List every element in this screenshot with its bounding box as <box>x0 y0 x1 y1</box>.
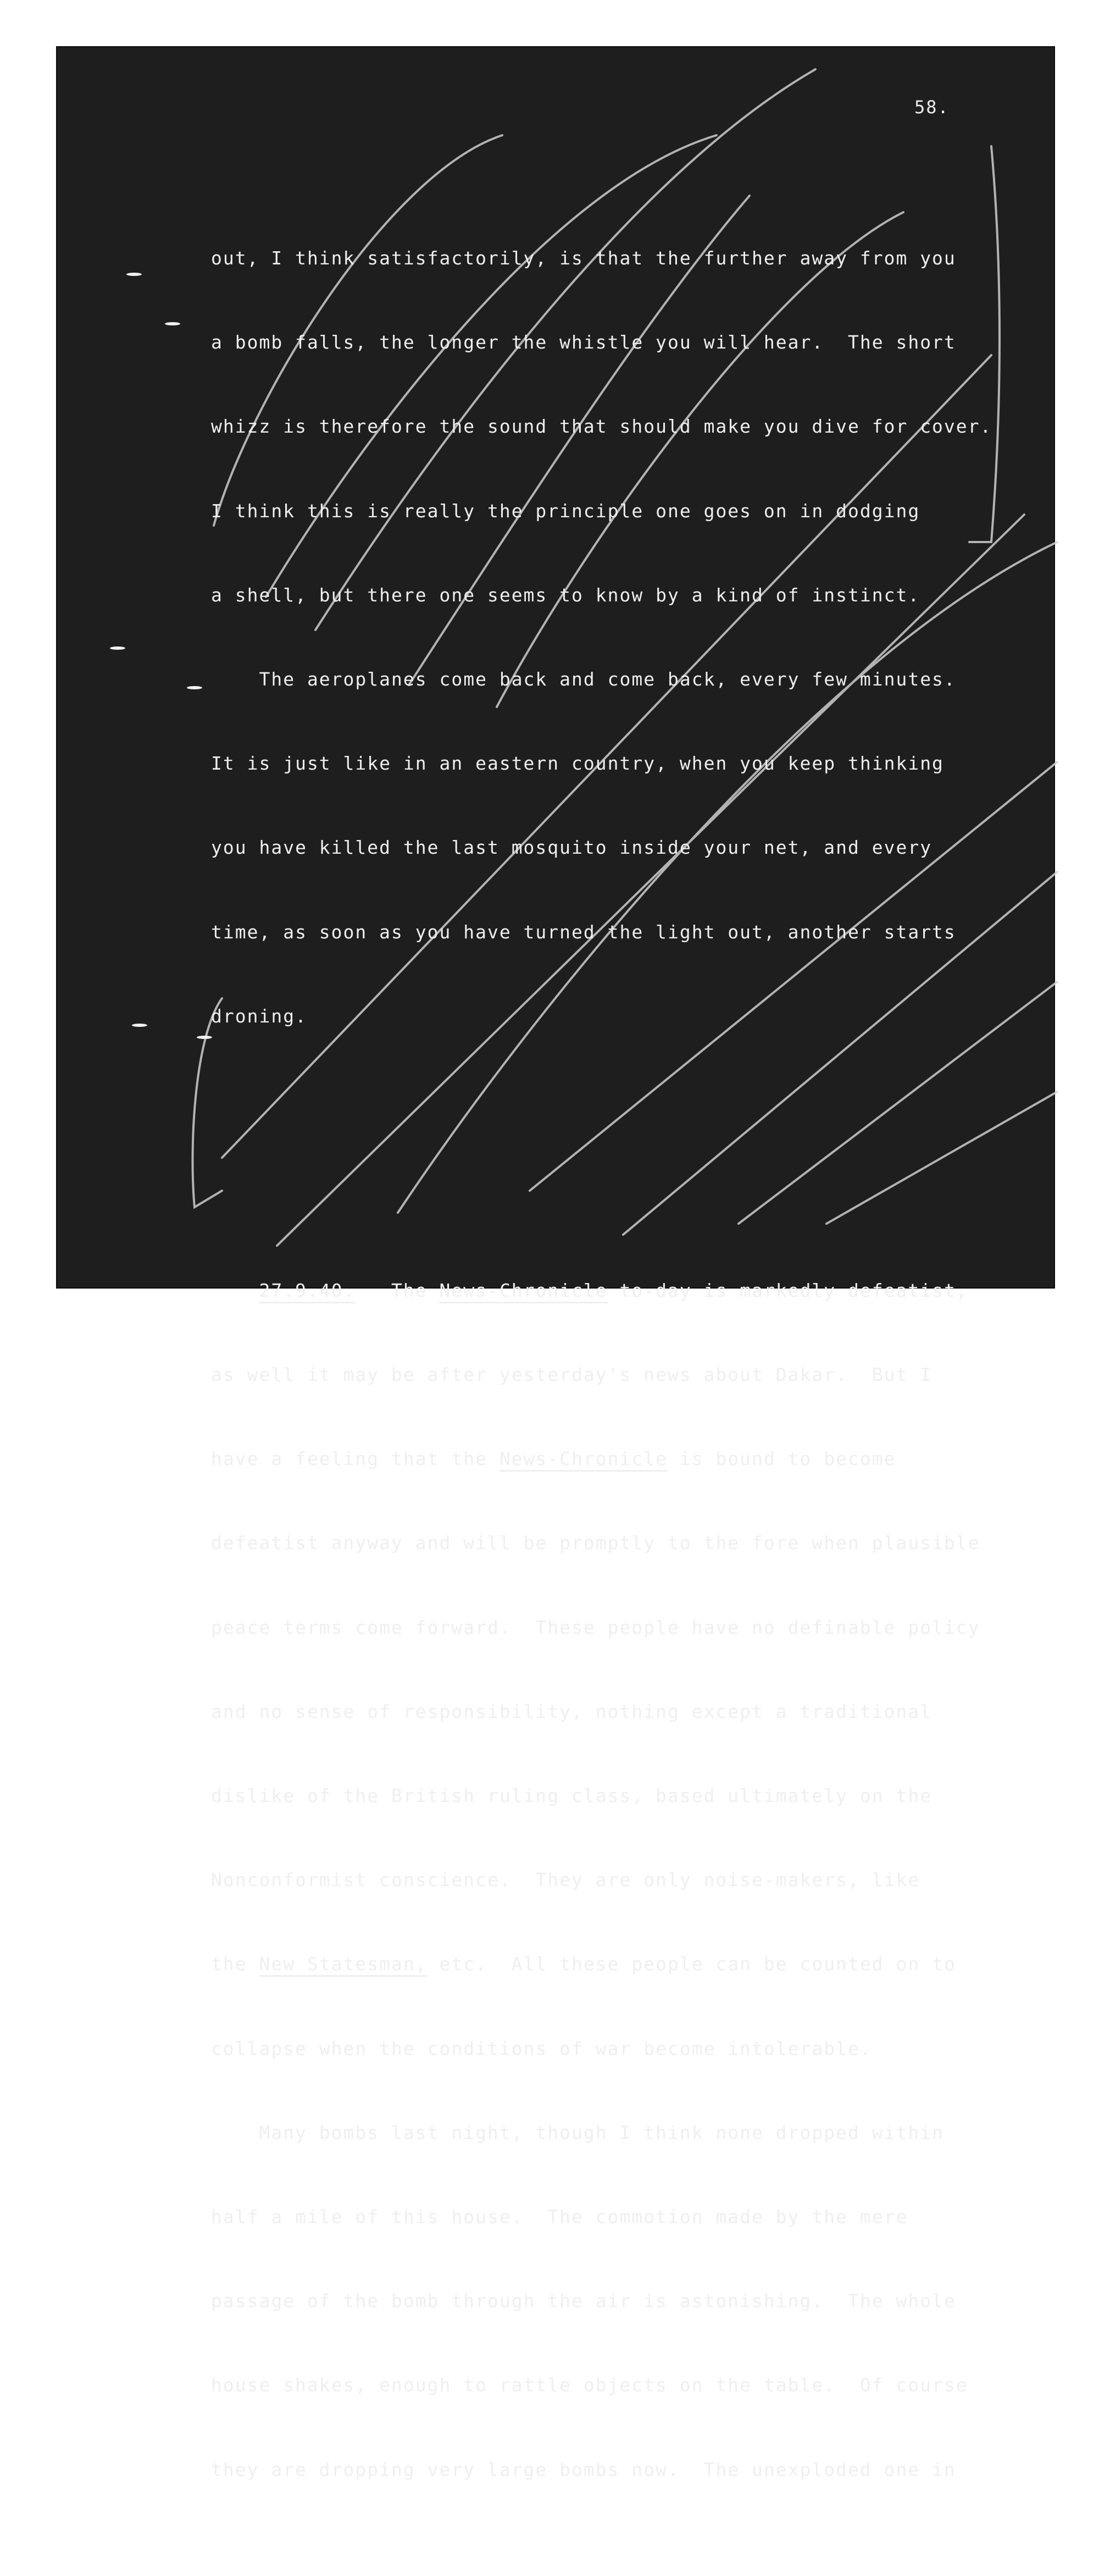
text-line: they are dropping very large bombs now. The unexploded one in <box>211 2458 956 2480</box>
text-line: defeatist anyway and will be promptly to the fore when plausible <box>211 1532 980 1554</box>
punch-mark <box>197 1036 212 1039</box>
text-line: a bomb falls, the longer the whistle you will hear. The short <box>211 331 956 353</box>
text-line: have a feeling that the News-Chronicle is bound to become <box>211 1448 896 1470</box>
text-line: half a mile of this house. The commotion made by the mere <box>211 2205 908 2227</box>
punch-mark <box>187 686 202 689</box>
typescript-page <box>56 46 1055 2480</box>
text-line: It is just like in an eastern country, when you keep thinking <box>211 753 944 775</box>
punch-mark <box>110 646 125 650</box>
text-line: dislike of the British ruling class, based ultimately on the <box>211 1785 933 1806</box>
text-line: as well it may be after yesterday's news about Dakar. But I <box>211 1364 933 1386</box>
text-line: Nonconformist conscience. They are only noise-makers, like <box>211 1869 920 1891</box>
entry-date: 27.9.40. <box>259 1279 356 1301</box>
text-line: droning. <box>211 1005 307 1027</box>
punch-mark <box>132 1024 147 1027</box>
text-line: The aeroplanes come back and come back, every few minutes. <box>211 668 956 690</box>
paragraph <box>211 195 1068 1080</box>
punch-mark <box>126 273 142 276</box>
text-line: and no sense of responsibility, nothing except a traditional <box>211 1700 933 1722</box>
text-line: out, I think satisfactorily, is that the further away from you <box>211 247 956 269</box>
newspaper-title: News-Chronicle <box>439 1279 608 1301</box>
paragraph-gap <box>211 1144 1068 1163</box>
text-line: time, as soon as you have turned the light out, another starts <box>211 921 956 943</box>
text-line: peace terms come forward. These people have no definable policy <box>211 1616 980 1638</box>
text-line: I think this is really the principle one goes on in dodging <box>211 500 920 522</box>
text-line: passage of the bomb through the air is astonishing. The whole <box>211 2290 956 2312</box>
text-line: 27.9.40. The News-Chronicle to-day is markedly defeatist, <box>259 1279 968 1301</box>
typed-text <box>211 152 1068 2576</box>
paragraph <box>211 1227 1068 2533</box>
text-line: Many bombs last night, though I think none dropped within <box>211 2121 944 2143</box>
page-number: 58. <box>914 97 950 118</box>
text-line: house shakes, enough to rattle objects on the table. Of course <box>211 2374 968 2396</box>
newspaper-title: News-Chronicle <box>499 1448 668 1470</box>
punch-mark <box>165 322 180 325</box>
text-line: a shell, but there one seems to know by a kind of instinct. <box>211 584 920 606</box>
text-line: you have killed the last mosquito inside your net, and every <box>211 837 933 859</box>
text-line: whizz is therefore the sound that should make you dive for cover. <box>211 416 992 438</box>
text-line: the New Statesman, etc. All these people can be counted on to <box>211 1953 956 1975</box>
text-line: collapse when the conditions of war become intolerable. <box>211 2037 872 2059</box>
newspaper-title: New Statesman, <box>259 1953 428 1975</box>
